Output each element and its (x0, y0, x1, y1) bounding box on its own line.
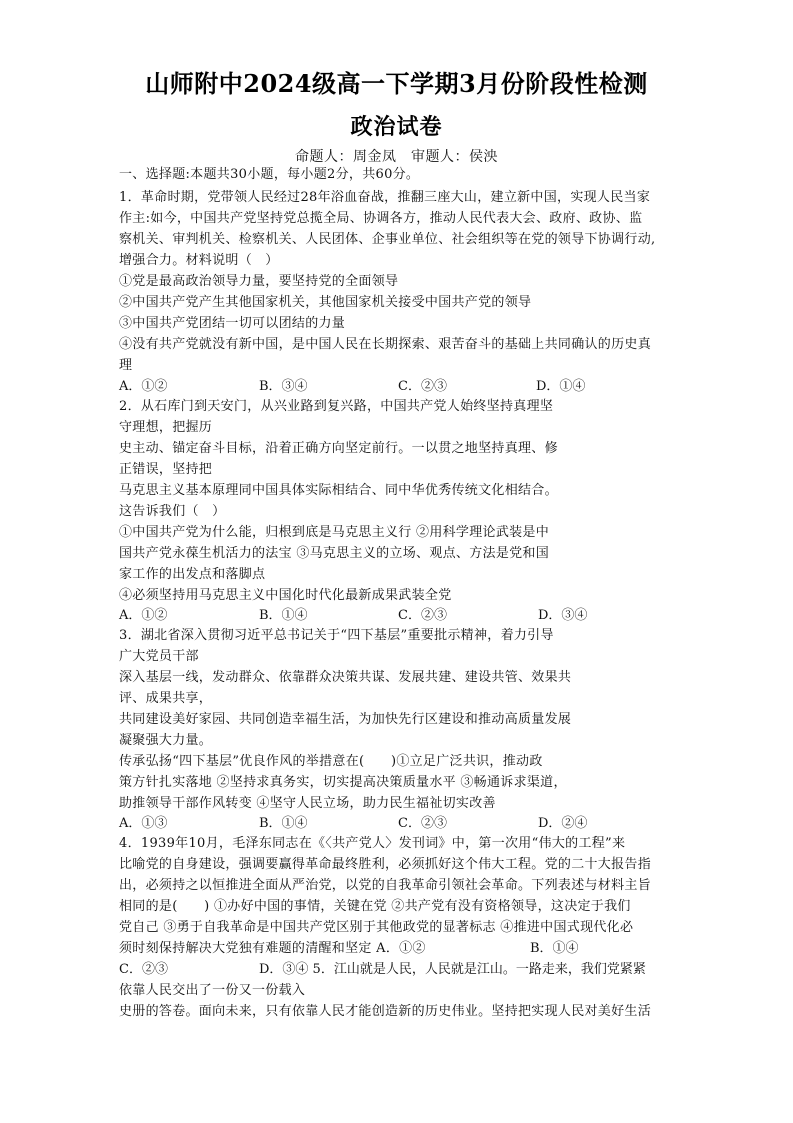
question-2-statement: 家工作的出发点和落脚点 (119, 567, 266, 582)
question-2-statement: ④必须坚持用马克思主义中国化时代化最新成果武装全党 (119, 588, 452, 603)
question-2-statement: ①中国共产党为什么能，归根到底是马克思主义行 ②用科学理论武装是中 (119, 525, 550, 540)
exam-title: 山师附中2024级高一下学期3月份阶段性检测 (145, 69, 648, 98)
question-2-line: 这告诉我们（ ） (119, 504, 226, 519)
question-2-option-d: D．③④ (538, 608, 588, 623)
question-1-statement: ③中国共产党团结一切可以团结的力量 (119, 316, 346, 331)
question-4-line: 相同的是( ) ①办好中国的事情，关键在党 ②共产党有没有资格领导，这决定于我们 (119, 899, 631, 914)
question-1-line: 1．革命时期，党带领人民经过28年浴血奋战，推翻三座大山，建立新中国，实现人民当家 (119, 190, 651, 205)
question-4-option-b: B．①④ (530, 941, 579, 956)
question-3-line: 评、成果共享， (119, 691, 213, 706)
exam-authors: 命题人：周金凤 审题人：侯泱 (295, 149, 498, 165)
question-4-line: 党自己 ③勇于自我革命是中国共产党区别于其他政党的显著标志 ④推进中国式现代化必 (119, 920, 634, 935)
question-5-line: 史册的答卷。面向未来，只有依靠人民才能创造新的历史伟业。坚持把实现人民对美好生活 (119, 1004, 652, 1019)
question-2-option-b: B．①④ (259, 608, 308, 623)
question-3-option-c: C．②③ (398, 816, 447, 831)
question-2-line: 2．从石库门到天安门，从兴业路到复兴路，中国共产党人始终坚持真理坚 (119, 399, 554, 414)
question-2-option-a: A．①② (119, 608, 168, 623)
question-2-line: 正错误，坚持把 (119, 462, 213, 477)
question-3-option-a: A．①③ (119, 816, 168, 831)
question-5-line: 依靠人民交出了一份又一份载入 (119, 983, 306, 998)
question-2-option-c: C．②③ (398, 608, 447, 623)
question-4-line: 出，必须持之以恒推进全面从严治党，以党的自我革命引领社会革命。下列表述与材料主旨 (119, 878, 652, 893)
question-3-line: 3．湖北省深入贯彻习近平总书记关于“四下基层”重要批示精神，着力引导 (119, 628, 554, 643)
question-3-line: 凝聚强大力量。 (119, 733, 213, 748)
question-3-line: 广大党员干部 (119, 649, 199, 664)
question-1-line: 增强合力。材料说明（ ） (119, 253, 279, 268)
question-1-option-c: C．②③ (398, 379, 447, 394)
question-1-option-d: D．①④ (536, 379, 586, 394)
question-3-option-b: B．①④ (259, 816, 308, 831)
question-1-statement: 理 (119, 358, 133, 373)
question-1-option-a: A．①② (119, 379, 168, 394)
question-4-line: 4．1939年10月，毛泽东同志在《〈共产党人〉发刊词》中，第一次用“伟大的工程”来 (119, 836, 626, 851)
question-4-option-d: D．③④ 5．江山就是人民，人民就是江山。一路走来，我们党紧紧 (259, 962, 646, 977)
question-3-line: 传承弘扬“四下基层”优良作风的举措意在( )①立足广泛共识，推动政 (119, 754, 543, 769)
question-3-line: 深入基层一线，发动群众、依靠群众决策共谋、发展共建、建设共管、效果共 (119, 670, 572, 685)
question-3-line: 助推领导干部作风转变 ④坚守人民立场，助力民生福祉切实改善 (119, 796, 496, 811)
question-1-statement: ④没有共产党就没有新中国，是中国人民在长期探索、艰苦奋斗的基础上共同确认的历史真 (119, 337, 652, 352)
question-1-option-b: B．③④ (259, 379, 308, 394)
question-2-statement: 国共产党永葆生机活力的法宝 ③马克思主义的立场、观点、方法是党和国 (119, 546, 550, 561)
question-3-line: 共同建设美好家园、共同创造幸福生活，为加快先行区建设和推动高质量发展 (119, 712, 572, 727)
question-4-option-c: C．②③ (119, 962, 168, 977)
question-3-line: 策方针扎实落地 ②坚持求真务实，切实提高决策质量水平 ③畅通诉求渠道， (119, 775, 567, 790)
question-1-line: 作主:如今，中国共产党坚持党总揽全局、协调各方，推动人民代表大会、政府、政协、监 (119, 211, 643, 226)
question-3-option-d: D．②④ (538, 816, 588, 831)
question-1-statement: ①党是最高政治领导力量，要坚持党的全面领导 (119, 274, 399, 289)
question-4-line: 比喻党的自身建设，强调要赢得革命最终胜利，必须抓好这个伟大工程。党的二十大报告指 (119, 857, 652, 872)
question-2-line: 史主动、锚定奋斗目标，沿着正确方向坚定前行。一以贯之地坚持真理、修 (119, 441, 558, 456)
question-1-line: 察机关、审判机关、检察机关、人民团体、企事业单位、社会组织等在党的领导下协调行动, (119, 232, 656, 247)
question-2-line: 守理想，把握历 (119, 420, 213, 435)
section-intro: 一、选择题:本题共30小题，每小题2分，共60分。 (119, 167, 420, 182)
exam-subtitle: 政治试卷 (350, 114, 443, 140)
question-2-line: 马克思主义基本原理同中国具体实际相结合、同中华优秀传统文化相结合。 (119, 483, 558, 498)
question-1-statement: ②中国共产党产生其他国家机关，其他国家机关接受中国共产党的领导 (119, 295, 532, 310)
question-4-line: 须时刻保持解决大党独有难题的清醒和坚定 A．①② (119, 941, 426, 956)
